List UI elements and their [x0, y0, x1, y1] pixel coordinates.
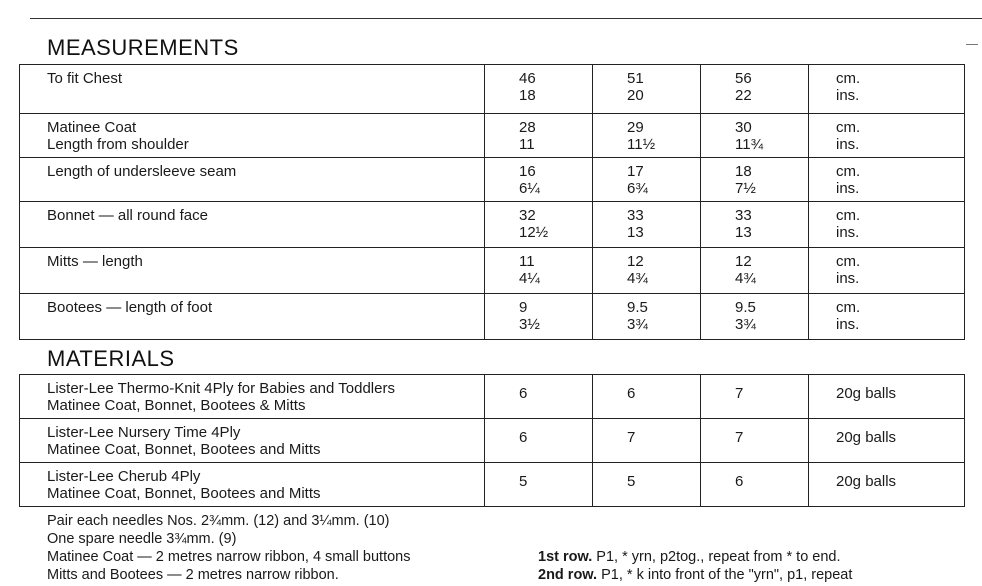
measurement-label: Bonnet — all round face [20, 202, 485, 248]
measurement-label: Matinee Coat Length from shoulder [20, 114, 485, 158]
note-line: Pair each needles Nos. 2¾mm. (12) and 3¼mm. (10) [47, 513, 390, 529]
measurement-unit: cm. ins. [809, 248, 965, 294]
measurement-row [20, 65, 965, 114]
material-unit: 20g balls [809, 375, 965, 419]
measurement-label: To fit Chest [20, 65, 485, 114]
measurement-row [20, 248, 965, 294]
measurement-row [20, 202, 965, 248]
measurements-table [19, 64, 965, 340]
material-quantity: 7 [701, 419, 809, 463]
materials-table [19, 374, 965, 507]
measurement-value: 33 13 [701, 202, 809, 248]
note-line: One spare needle 3¾mm. (9) [47, 531, 237, 547]
measurement-value: 12 4¾ [593, 248, 701, 294]
measurement-value: 9 3½ [485, 294, 593, 340]
material-quantity: 5 [593, 463, 701, 507]
measurement-unit: cm. ins. [809, 294, 965, 340]
material-quantity: 7 [593, 419, 701, 463]
material-row [20, 463, 965, 507]
measurement-value: 46 18 [485, 65, 593, 114]
measurement-value: 30 11¾ [701, 114, 809, 158]
measurement-value: 32 12½ [485, 202, 593, 248]
materials-heading: MATERIALS [47, 346, 175, 371]
material-label: Lister-Lee Nursery Time 4Ply Matinee Coat, Bonnet, Bootees and Mitts [20, 419, 485, 463]
measurements-heading: MEASUREMENTS [47, 35, 239, 60]
edge-mark [966, 44, 978, 45]
pattern-row-1: 1st row. P1, * yrn, p2tog., repeat from * to end. [538, 549, 841, 565]
pattern-row-2: 2nd row. P1, * k into front of the "yrn", p1, repeat [538, 567, 853, 583]
material-label: Lister-Lee Cherub 4Ply Matinee Coat, Bonnet, Bootees and Mitts [20, 463, 485, 507]
measurement-value: 51 20 [593, 65, 701, 114]
measurement-value: 9.5 3¾ [593, 294, 701, 340]
measurement-row [20, 158, 965, 202]
notes-right [538, 548, 852, 584]
material-unit: 20g balls [809, 419, 965, 463]
measurement-unit: cm. ins. [809, 114, 965, 158]
measurement-value: 17 6¾ [593, 158, 701, 202]
material-quantity: 6 [593, 375, 701, 419]
measurement-unit: cm. ins. [809, 158, 965, 202]
measurement-label: Bootees — length of foot [20, 294, 485, 340]
measurement-value: 11 4¼ [485, 248, 593, 294]
measurement-value: 9.5 3¾ [701, 294, 809, 340]
measurement-value: 16 6¼ [485, 158, 593, 202]
material-quantity: 6 [701, 463, 809, 507]
material-quantity: 6 [485, 375, 593, 419]
material-quantity: 5 [485, 463, 593, 507]
top-rule [30, 18, 982, 19]
material-label: Lister-Lee Thermo-Knit 4Ply for Babies and Toddlers Matinee Coat, Bonnet, Bootees & Mitts [20, 375, 485, 419]
material-quantity: 7 [701, 375, 809, 419]
measurement-unit: cm. ins. [809, 65, 965, 114]
note-line: Matinee Coat — 2 metres narrow ribbon, 4 small buttons [47, 549, 411, 565]
material-row [20, 419, 965, 463]
measurement-row [20, 114, 965, 158]
measurement-unit: cm. ins. [809, 202, 965, 248]
measurement-value: 33 13 [593, 202, 701, 248]
measurement-value: 18 7½ [701, 158, 809, 202]
measurement-value: 12 4¾ [701, 248, 809, 294]
material-unit: 20g balls [809, 463, 965, 507]
material-quantity: 6 [485, 419, 593, 463]
material-row [20, 375, 965, 419]
notes-left [47, 512, 410, 584]
measurement-value: 28 11 [485, 114, 593, 158]
measurement-label: Mitts — length [20, 248, 485, 294]
measurement-value: 56 22 [701, 65, 809, 114]
measurement-value: 29 11½ [593, 114, 701, 158]
measurement-label: Length of undersleeve seam [20, 158, 485, 202]
measurement-row [20, 294, 965, 340]
note-line: Mitts and Bootees — 2 metres narrow ribbon. [47, 567, 339, 583]
